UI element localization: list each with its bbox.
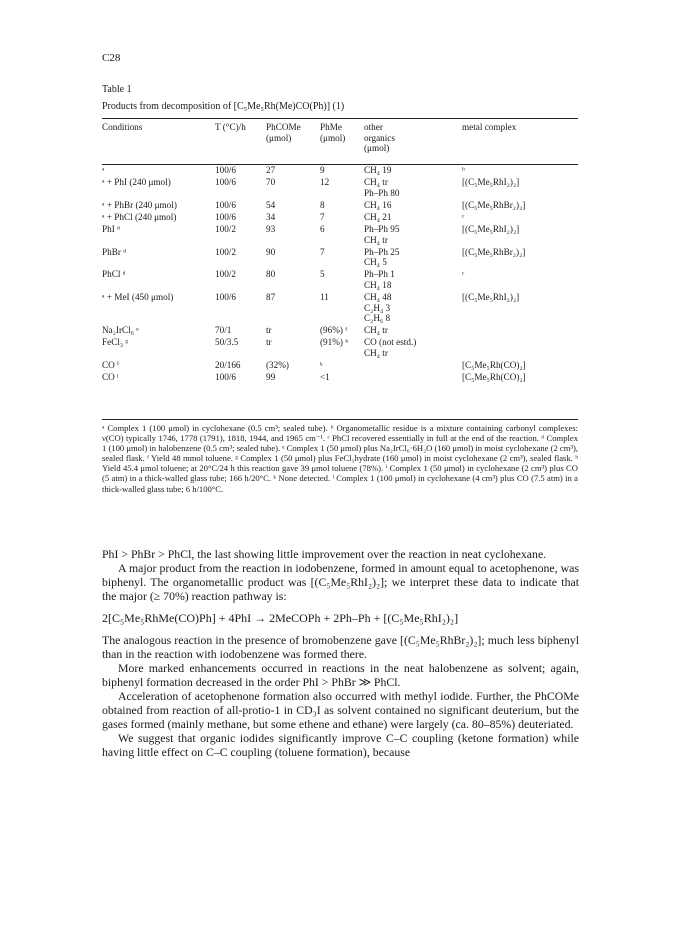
cell-metal-complex: [(C₅Me₅RhBr₂)₂]: [462, 246, 526, 257]
cell-metal-complex: ᶜ: [462, 211, 465, 222]
table-footnotes: ᵃ Complex 1 (100 μmol) in cyclohexane (0.5 cm³; sealed tube). ᵇ Organometallic residue is a mixture containing carbonyl complexes: ν(CO) typically 1746, 1778 (1791), 1818, 1944, and 1965 cm⁻¹. ᶜ PhCl recovered essentially in full at the end of the reaction. ᵈ Complex 1 (100 μmol) in halobenzene (0.5 cm³; sealed tube). ᵉ Complex 1 (50 μmol) plus Na₂IrCl₆·6H₂O (160 μmol) in moist cyclohexane (2 cm³), sealed flask. ᶠ Yield 48 mmol toluene. ᵍ Complex 1 (50 μmol) plus FeCl₃hydrate (160 μmol) in moist cyclohexane (2 cm³), sealed flask. ʰ Yield 45.4 μmol toluene; at 20°C/24 h this reaction gave 39 μmol toluene (78%). ⁱ Complex 1 (50 μmol) in cyclohexane (2 cm³) plus CO (5 atm) in a thick-walled glass tube; 166 h/20°C. ᵏ None detected. ˡ Complex 1 (100 μmol) in cyclohexane (4 cm³) plus CO (7.5 atm) in a thick-walled glass tube; 6 h/100°C.: [102, 423, 578, 494]
paragraph-1: PhI > PhBr > PhCl, the last showing little improvement over the reaction in neat cyclohexane.: [102, 547, 547, 561]
paragraph-4: More marked enhancements occurred in reactions in the neat halobenzene as solvent; again, biphenyl formation decreased in the order PhI > PhBr ≫ PhCl.: [102, 661, 579, 689]
table-bottom-rule: [102, 419, 578, 420]
cell-conditions: ᵃ + PhCl (240 μmol): [102, 211, 177, 222]
cell-temperature: 100/6: [215, 211, 236, 222]
cell-other-organics: CH₄ tr Ph–Ph 80: [364, 177, 400, 198]
cell-phme: 9: [320, 165, 325, 175]
header-phcome: PhCOMe (μmol): [266, 122, 301, 143]
table-row: [102, 210, 578, 222]
table-row: [102, 176, 578, 199]
cell-other-organics: [364, 371, 462, 383]
cell-phcome: 54: [266, 199, 276, 210]
cell-phme: 7: [320, 246, 325, 257]
cell-conditions: PhI ᵈ: [102, 223, 120, 234]
cell-phcome: 99: [266, 372, 276, 383]
cell-other-organics: CH₄ 16: [364, 199, 392, 210]
cell-metal-complex: [462, 336, 578, 359]
table-row: [102, 359, 578, 371]
table-row: [102, 222, 578, 245]
cell-conditions: FeCl₃ ᵍ: [102, 337, 129, 348]
cell-temperature: 50/3.5: [215, 337, 239, 348]
cell-phme: 6: [320, 223, 325, 234]
table-row: [102, 336, 578, 359]
cell-temperature: 100/2: [215, 223, 236, 234]
cell-other-organics: [364, 359, 462, 371]
cell-conditions: ᵃ: [102, 165, 105, 175]
table-label: Table 1: [102, 84, 132, 95]
cell-phcome: tr: [266, 337, 272, 348]
cell-conditions: PhBr ᵈ: [102, 246, 127, 257]
cell-phcome: 93: [266, 223, 276, 234]
table-row: [102, 165, 578, 176]
cell-other-organics: Ph–Ph 95 CH₄ tr: [364, 223, 400, 245]
cell-metal-complex: [(C₅Me₅RhBr₂)₂]: [462, 199, 526, 210]
paragraph-5: Acceleration of acetophenone formation also occurred with methyl iodide. Further, the PhCOMe obtained from reaction of all-protio-1 in CD₃I as solvent contained no significant deuterium, but the gases formed (mainly methane, but some ethene and ethane) were largely (ca. 80–85%) deuteriated.: [102, 689, 579, 731]
cell-phcome: 87: [266, 292, 276, 303]
cell-conditions: Na₂IrCl₆ ᵉ: [102, 325, 139, 336]
cell-phcome: (32%): [266, 360, 289, 371]
cell-temperature: 100/6: [215, 292, 236, 303]
table-row: [102, 245, 578, 268]
header-temperature: T (°C)/h: [215, 122, 246, 132]
cell-other-organics: CO (not estd.) CH₄ tr: [364, 337, 417, 358]
cell-temperature: 100/6: [215, 372, 236, 383]
table-top-rule: [102, 118, 578, 119]
cell-metal-complex: [(C₅Me₅RhI₂)₂]: [462, 292, 520, 303]
table-caption: Products from decomposition of [C₅Me₅Rh(Me)CO(Ph)] (1): [102, 101, 345, 112]
cell-temperature: 100/2: [215, 246, 236, 257]
cell-other-organics: CH₄ 48 C₂H₄ 3 C₂H₆ 8: [364, 292, 392, 324]
body-text: [102, 547, 579, 759]
table-row: [102, 324, 578, 336]
header-other-organics: other organics (μmol): [364, 122, 395, 154]
cell-conditions: ᵃ + PhI (240 μmol): [102, 177, 171, 188]
cell-metal-complex: [(C₅Me₅RhI₂)₂]: [462, 177, 520, 188]
cell-metal-complex: [C₅Me₅Rh(CO)₂]: [462, 372, 526, 383]
page-number: C28: [102, 52, 121, 64]
cell-temperature: 100/6: [215, 177, 236, 188]
cell-other-organics: CH₄ 19: [364, 165, 392, 175]
cell-phme: <1: [320, 372, 330, 383]
cell-phcome: 80: [266, 269, 276, 280]
cell-other-organics: CH₄ 21: [364, 211, 392, 222]
cell-conditions: CO ˡ: [102, 372, 119, 383]
cell-phme: (91%) ʰ: [320, 337, 349, 348]
table-body: [102, 165, 578, 383]
cell-phcome: 70: [266, 177, 276, 188]
cell-other-organics: Ph–Ph 25 CH₄ 5: [364, 246, 400, 268]
cell-metal-complex: ᶜ: [462, 269, 465, 280]
header-phme: PhMe (μmol): [320, 122, 346, 143]
cell-phme: 7: [320, 211, 325, 222]
reaction-equation: 2[C₅Me₅RhMe(CO)Ph] + 4PhI → 2MeCOPh + 2Ph–Ph + [(C₅Me₅RhI₂)₂]: [102, 611, 459, 625]
cell-metal-complex: [(C₅Me₅RhI₂)₂]: [462, 223, 520, 234]
table-row: [102, 371, 578, 383]
cell-temperature: 100/6: [215, 199, 236, 210]
cell-phcome: tr: [266, 325, 272, 336]
cell-phme: ᵏ: [320, 360, 323, 371]
cell-metal-complex: [462, 324, 578, 336]
cell-conditions: PhCl ᵈ: [102, 269, 126, 280]
table-header-row: [102, 121, 578, 165]
table-row: [102, 198, 578, 210]
header-conditions: Conditions: [102, 122, 143, 132]
cell-temperature: 70/1: [215, 325, 232, 336]
cell-phcome: 27: [266, 165, 276, 175]
cell-conditions: ᵃ + MeI (450 μmol): [102, 292, 174, 303]
cell-conditions: CO ⁱ: [102, 360, 119, 371]
products-table: [102, 121, 578, 383]
table-row: [102, 291, 578, 324]
paragraph-6: We suggest that organic iodides significantly improve C–C coupling (ketone formation) while having little effect on C–C coupling (toluene formation), because: [102, 731, 579, 759]
cell-metal-complex: ᵇ: [462, 165, 465, 175]
cell-temperature: 20/166: [215, 360, 241, 371]
cell-phme: 5: [320, 269, 325, 280]
cell-phme: 12: [320, 177, 330, 188]
cell-other-organics: CH₄ tr: [364, 325, 388, 336]
cell-phcome: 90: [266, 246, 276, 257]
header-metal-complex: metal complex: [462, 122, 517, 132]
cell-phme: (96%) ᶠ: [320, 325, 348, 336]
table-row: [102, 268, 578, 291]
cell-temperature: 100/2: [215, 269, 236, 280]
cell-conditions: ᵃ + PhBr (240 μmol): [102, 199, 177, 210]
cell-temperature: 100/6: [215, 165, 236, 175]
cell-other-organics: Ph–Ph 1 CH₄ 18: [364, 269, 395, 290]
cell-metal-complex: [C₅Me₅Rh(CO)₂]: [462, 360, 526, 371]
paragraph-3: The analogous reaction in the presence of bromobenzene gave [(C₅Me₅RhBr₂)₂]; much less biphenyl than in the reaction with iodobenzene was formed there.: [102, 633, 579, 661]
paragraph-2: A major product from the reaction in iodobenzene, formed in amount equal to acetophenone, was biphenyl. The organometallic product was [(C₅Me₅RhI₂)₂]; we interpret these data to indicate that the major (≥ 70%) reaction pathway is:: [102, 561, 579, 603]
cell-phcome: 34: [266, 211, 276, 222]
cell-phme: 8: [320, 199, 325, 210]
cell-phme: 11: [320, 292, 329, 303]
